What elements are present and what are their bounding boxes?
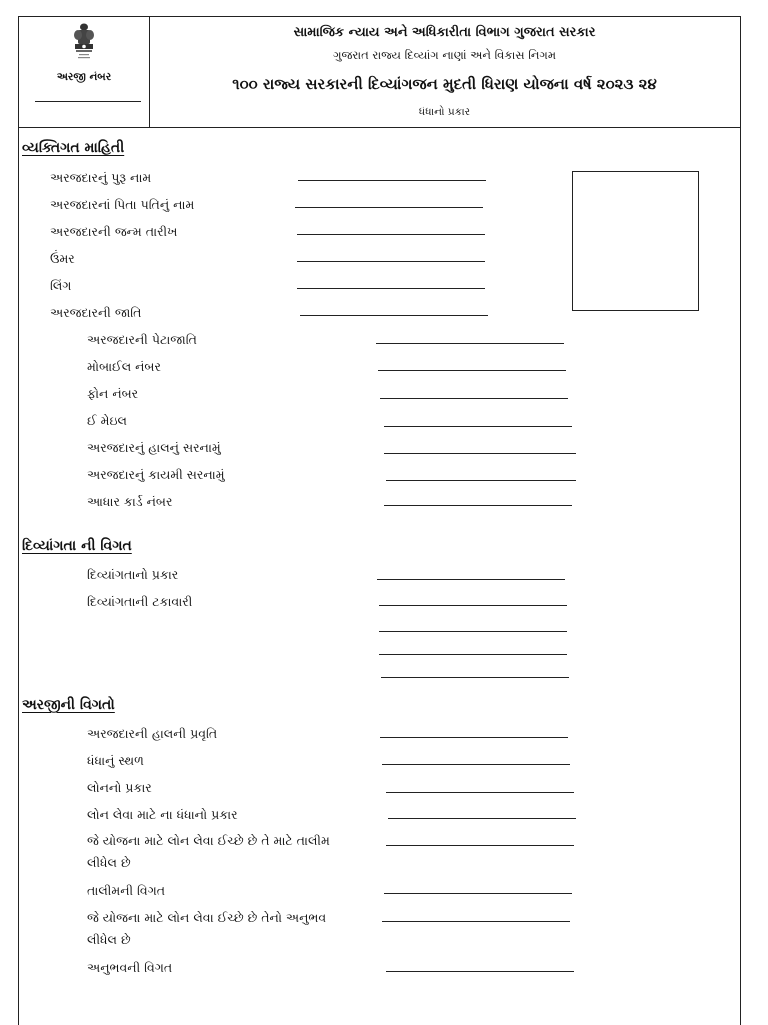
corporation-title: ગુજરાત રાજ્ય દિવ્યાંગ નાણાં અને વિકાસ નિગમ bbox=[333, 48, 556, 62]
field-sub-caste[interactable] bbox=[376, 343, 564, 344]
department-title: સામાજિક ન્યાય અને અધિકારીતા વિભાગ ગુજરાત સરકાર bbox=[293, 25, 596, 40]
label-caste: અરજદારની જાતિ bbox=[50, 305, 142, 320]
field-loan-business-type[interactable] bbox=[388, 818, 576, 819]
label-age: ઉંમર bbox=[50, 251, 75, 266]
field-disability-extra-1[interactable] bbox=[379, 631, 567, 632]
label-birth-date: અરજદારની જન્મ તારીખ bbox=[50, 224, 178, 239]
label-training-details: તાલીમની વિગત bbox=[87, 883, 166, 898]
field-email[interactable] bbox=[384, 426, 572, 427]
field-full-name[interactable] bbox=[298, 180, 486, 181]
field-training-taken[interactable] bbox=[386, 845, 574, 846]
label-disability-percent: દિવ્યાંગતાની ટકાવારી bbox=[87, 594, 193, 609]
label-loan-type: લોનનો પ્રકાર bbox=[87, 780, 152, 795]
field-phone[interactable] bbox=[380, 398, 568, 399]
label-loan-business-type: લોન લેવા માટે ના ધંધાનો પ્રકાર bbox=[87, 807, 238, 822]
field-aadhaar[interactable] bbox=[384, 505, 572, 506]
label-experience-taken: જે યોજના માટે લોન લેવા ઈચ્છે છે તેનો અનુભવ લીધેલ છે bbox=[87, 910, 327, 947]
label-current-activity: અરજદારની હાલની પ્રવૃતિ bbox=[87, 726, 218, 741]
field-gender[interactable] bbox=[297, 288, 485, 289]
label-business-location: ધંધાનું સ્થળ bbox=[87, 753, 144, 768]
field-permanent-address[interactable] bbox=[386, 480, 576, 481]
field-current-address[interactable] bbox=[384, 453, 576, 454]
section-application-title: અરજીની વિગતો bbox=[22, 697, 115, 713]
field-current-activity[interactable] bbox=[380, 737, 568, 738]
section-personal-title: વ્યક્તિગત માહિતી bbox=[22, 140, 125, 156]
field-disability-percent[interactable] bbox=[379, 605, 567, 606]
left-margin-line bbox=[18, 166, 19, 328]
label-father-husband-name: અરજદારનાં પિતા પતિનું નામ bbox=[50, 197, 195, 212]
scheme-title: ૧૦૦ રાજ્ય સરકારની દિવ્યાંગજન મુદતી ધિરાણ યોજના વર્ષ ૨૦૨૩ ૨૪ bbox=[232, 75, 657, 93]
logo-cell bbox=[19, 17, 150, 127]
label-aadhaar: આધાર કાર્ડ નંબર bbox=[87, 494, 173, 509]
label-email: ઈ મેઇલ bbox=[87, 413, 127, 428]
field-loan-type[interactable] bbox=[386, 792, 574, 793]
field-disability-extra-2[interactable] bbox=[379, 654, 567, 655]
field-business-location[interactable] bbox=[382, 764, 570, 765]
field-caste[interactable] bbox=[300, 315, 488, 316]
label-training-taken: જે યોજના માટે લોન લેવા ઈચ્છે છે તે માટે તાલીમ લીધેલ છે bbox=[87, 833, 330, 870]
field-birth-date[interactable] bbox=[297, 234, 485, 235]
application-number-label: અરજી નંબર bbox=[56, 71, 112, 83]
field-experience-details[interactable] bbox=[386, 971, 574, 972]
business-type-heading: ધંધાનો પ્રકાર bbox=[418, 106, 471, 118]
label-gender: લિંગ bbox=[50, 278, 72, 293]
field-training-details[interactable] bbox=[384, 893, 572, 894]
state-emblem-icon bbox=[70, 23, 98, 63]
label-mobile: મોબાઈલ નંબર bbox=[87, 359, 161, 374]
field-age[interactable] bbox=[297, 261, 485, 262]
field-disability-type[interactable] bbox=[377, 579, 565, 580]
field-mobile[interactable] bbox=[378, 370, 566, 371]
label-sub-caste: અરજદારની પેટાજાતિ bbox=[87, 332, 197, 347]
section-disability-title: દિવ્યાંગતા ની વિગત bbox=[22, 538, 132, 554]
label-permanent-address: અરજદારનું કાયમી સરનામું bbox=[87, 467, 225, 482]
field-experience-taken[interactable] bbox=[382, 921, 570, 922]
label-disability-type: દિવ્યાંગતાનો પ્રકાર bbox=[87, 567, 179, 582]
field-father-husband-name[interactable] bbox=[295, 207, 483, 208]
label-current-address: અરજદારનું હાલનું સરનામું bbox=[87, 440, 221, 455]
label-phone: ફોન નંબર bbox=[87, 386, 139, 401]
photo-box[interactable] bbox=[572, 171, 699, 311]
label-experience-details: અનુભવની વિગત bbox=[87, 960, 173, 975]
label-full-name: અરજદારનું પુરૂ નામ bbox=[50, 170, 152, 185]
application-number-field[interactable] bbox=[35, 101, 141, 102]
field-disability-extra-3[interactable] bbox=[381, 677, 569, 678]
form-header bbox=[19, 17, 740, 128]
